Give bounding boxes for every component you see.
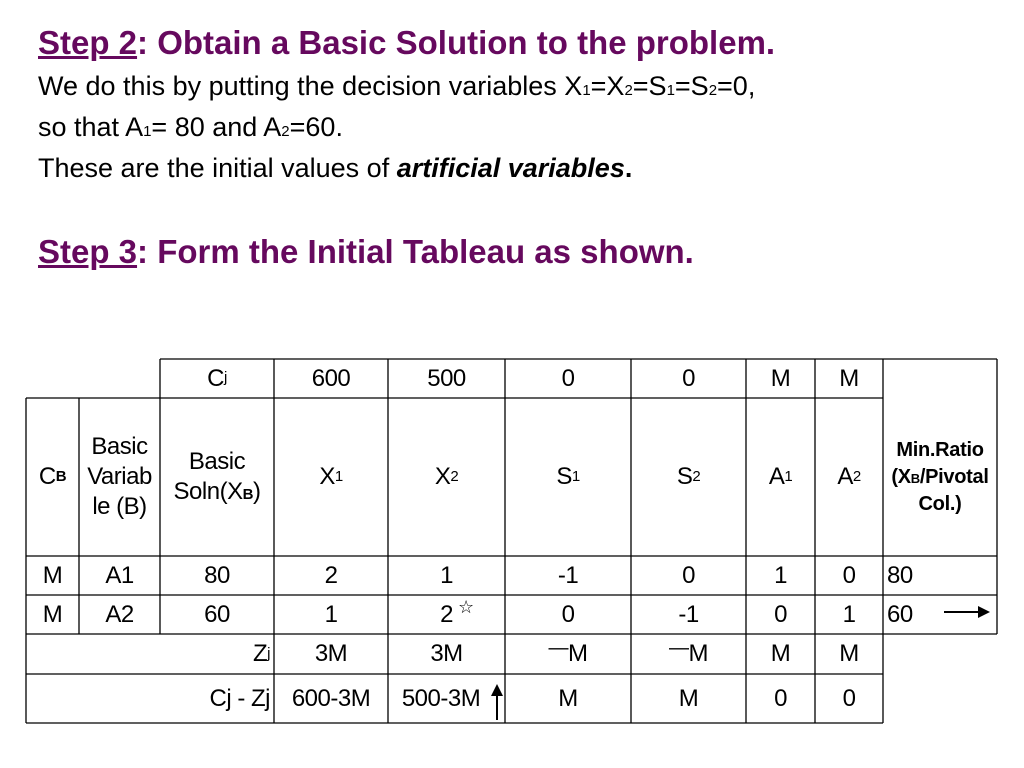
var-sub: 2 bbox=[692, 467, 701, 485]
sub-1: 1 bbox=[143, 123, 152, 140]
row2-value: 2 bbox=[440, 600, 453, 628]
cj-value: 500 bbox=[427, 364, 466, 392]
row2-soln: 60 bbox=[204, 600, 230, 628]
row2-value: 1 bbox=[842, 600, 856, 628]
zj-value: 3M bbox=[314, 640, 348, 667]
row2-basic: A2 bbox=[105, 600, 134, 628]
zj-value: M bbox=[839, 640, 859, 667]
line1-eq1: =X bbox=[590, 71, 625, 101]
var-name: X bbox=[434, 463, 451, 490]
row1-value: 0 bbox=[842, 561, 856, 589]
row1-value: 2 bbox=[324, 561, 338, 589]
row1-cb: M bbox=[42, 561, 63, 589]
cjzj-value: 0 bbox=[842, 684, 856, 712]
var-name: S bbox=[556, 463, 572, 490]
zj-value: 3M bbox=[430, 640, 463, 667]
line1-prefix: We do this by putting the decision variables X bbox=[38, 71, 583, 101]
line1-eq2: =S bbox=[632, 71, 667, 101]
basic-variable-header bbox=[79, 398, 160, 556]
row1-value: 0 bbox=[682, 561, 695, 589]
line2-prefix: so that A bbox=[38, 112, 144, 142]
row1-basic: A1 bbox=[105, 561, 134, 589]
min-ratio-sub: B bbox=[910, 470, 920, 486]
cjzj-value: M bbox=[558, 684, 578, 712]
cj-value: 0 bbox=[682, 364, 695, 392]
step3-title: : Form the Initial Tableau as shown. bbox=[137, 233, 694, 270]
row2-value: 0 bbox=[561, 600, 575, 628]
row2-value: -1 bbox=[678, 600, 699, 628]
var-sub: 2 bbox=[450, 467, 459, 485]
row2-value: 0 bbox=[774, 600, 787, 628]
cjzj-value: M bbox=[678, 684, 699, 712]
line1-suffix: =0, bbox=[717, 71, 756, 101]
row2-value: 1 bbox=[324, 600, 338, 628]
cjzj-label: Cj - Zj bbox=[209, 684, 270, 712]
line3-suffix: . bbox=[624, 153, 633, 183]
step3-label: Step 3 bbox=[38, 233, 138, 270]
zj-value-text: M bbox=[568, 640, 588, 667]
var-sub: 2 bbox=[852, 467, 861, 485]
zj-value bbox=[631, 634, 746, 674]
cjzj-value: 0 bbox=[774, 684, 787, 712]
row1-value: 1 bbox=[440, 561, 453, 589]
basic-var-line: le (B) bbox=[92, 493, 147, 520]
cj-label bbox=[160, 359, 274, 398]
cj-value: M bbox=[770, 364, 791, 392]
leaving-row-arrow bbox=[944, 606, 990, 618]
cj-label-text: C bbox=[207, 364, 224, 392]
basic-var-line: Variab bbox=[87, 463, 152, 490]
basic-soln-line: Basic bbox=[188, 448, 246, 475]
line3-prefix: These are the initial values of bbox=[38, 153, 397, 183]
var-name: A bbox=[768, 463, 785, 490]
row1-ratio: 80 bbox=[887, 561, 913, 589]
minus-sign: — bbox=[669, 636, 689, 659]
min-ratio-text: /Pivotal bbox=[919, 465, 989, 488]
zj-label-sub: j bbox=[267, 644, 270, 662]
cj-value: M bbox=[839, 364, 859, 392]
cb-header-text: C bbox=[38, 463, 56, 490]
line2-suffix: =60. bbox=[289, 112, 343, 142]
min-ratio-line bbox=[891, 464, 988, 491]
min-ratio-header bbox=[883, 398, 997, 556]
sub-2: 2 bbox=[281, 123, 290, 140]
zj-value bbox=[505, 634, 631, 674]
row1-value: -1 bbox=[557, 561, 579, 589]
var-header-x2 bbox=[388, 398, 505, 556]
minus-sign: — bbox=[548, 636, 568, 659]
basic-soln-text: Soln(X bbox=[173, 478, 243, 505]
basic-soln-close: ) bbox=[252, 478, 261, 505]
var-name: S bbox=[676, 463, 693, 490]
cj-value: 0 bbox=[561, 364, 575, 392]
step2-label: Step 2 bbox=[38, 24, 138, 61]
var-header-s1 bbox=[505, 398, 631, 556]
basic-var-line: Basic bbox=[91, 433, 148, 460]
row1-soln: 80 bbox=[204, 561, 230, 589]
var-header-s2 bbox=[631, 398, 746, 556]
step2-title: : Obtain a Basic Solution to the problem. bbox=[137, 24, 776, 61]
var-name: A bbox=[837, 463, 853, 490]
cj-label-sub: j bbox=[224, 369, 227, 387]
zj-value: M bbox=[770, 640, 791, 667]
var-sub: 1 bbox=[784, 467, 793, 485]
min-ratio-text: (X bbox=[891, 465, 911, 488]
zj-label bbox=[26, 634, 274, 674]
min-ratio-line: Col.) bbox=[918, 492, 962, 515]
var-header-a2 bbox=[815, 398, 883, 556]
var-sub: 1 bbox=[334, 467, 343, 485]
sub-1: 1 bbox=[582, 82, 591, 99]
sub-1: 1 bbox=[666, 82, 675, 99]
pivot-star-icon: ☆ bbox=[458, 597, 475, 617]
sub-2: 2 bbox=[708, 82, 718, 99]
cj-value: 600 bbox=[311, 364, 351, 392]
var-header-x1 bbox=[274, 398, 388, 556]
artificial-variables-emphasis: artificial variables bbox=[396, 153, 625, 183]
basic-soln-line bbox=[174, 477, 261, 507]
cjzj-value: 500-3M bbox=[401, 684, 481, 712]
var-header-a1 bbox=[746, 398, 815, 556]
cb-header bbox=[26, 398, 79, 556]
basic-soln-sub: B bbox=[242, 486, 253, 503]
row1-value: 1 bbox=[774, 561, 787, 589]
zj-label-text: Z bbox=[252, 640, 268, 667]
basic-solution-header bbox=[160, 398, 274, 556]
cb-header-sub: B bbox=[55, 467, 67, 485]
var-sub: 1 bbox=[571, 467, 580, 485]
var-name: X bbox=[319, 463, 335, 490]
line2-mid: = 80 and A bbox=[151, 112, 282, 142]
zj-value-text: M bbox=[688, 640, 708, 667]
row2-cb: M bbox=[42, 600, 63, 628]
cjzj-value: 600-3M bbox=[291, 684, 371, 712]
line1-eq3: =S bbox=[674, 71, 709, 101]
min-ratio-line: Min.Ratio bbox=[896, 438, 984, 461]
sub-2: 2 bbox=[624, 82, 633, 99]
row2-ratio: 60 bbox=[887, 600, 913, 628]
